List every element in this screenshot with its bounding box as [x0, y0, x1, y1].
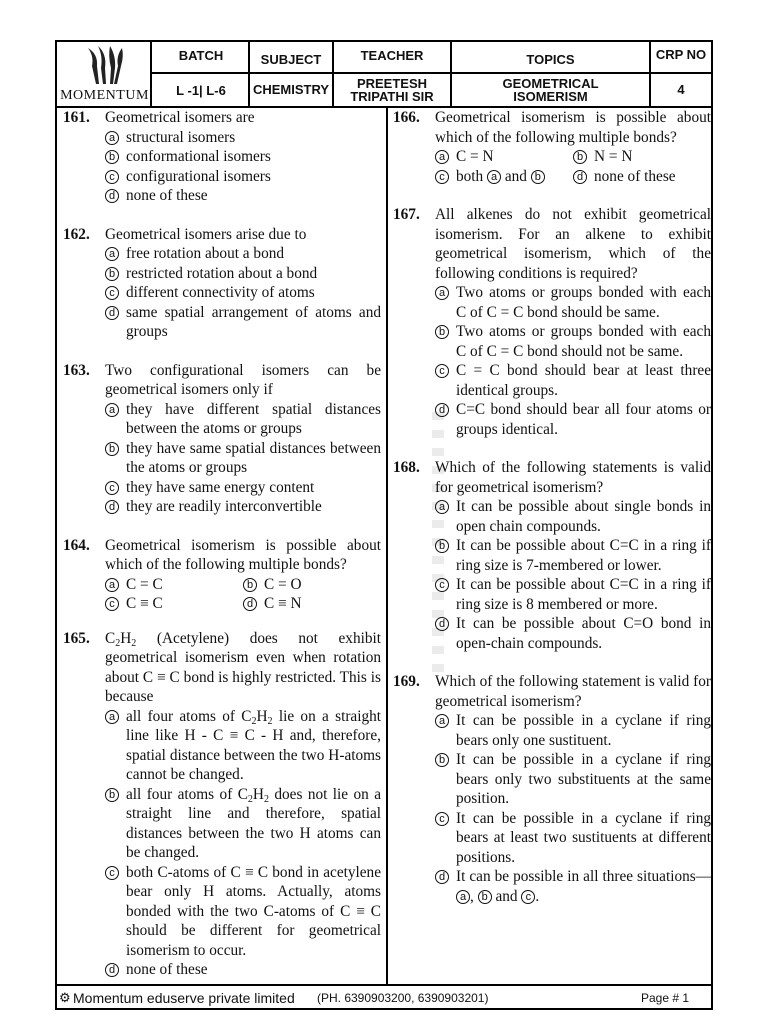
batch-header: BATCH: [178, 47, 224, 63]
question-165: 165. $C_2H_2$ (Acetylene) does not exhibit geometrical isomerism even when rotation about C ≡ C bond is highly restricted. This is because a all four atoms of $C_2H_2$ lie on a straight line like H - C ≡ C - H and, therefore, spatial distance between the two H-atoms cannot be changed. b all four atoms of $C_2H_2$ does not lie on a straight line and therefore, spatial distances between the two H atoms can be changed. c both C-atoms of C ≡ C bond in acetylene bear only H atoms. Actually, atoms bonded with the two C-atoms of C ≡ C should be different for geometrical isomerism to occur. d none of these: [63, 629, 381, 978]
question-166: 166. Geometrical isomerism is possible about which of the following multiple bonds? a C = N b N = N c both a and b d none of these: [393, 109, 711, 185]
footer: [57, 986, 711, 1010]
option-b-icon: b: [105, 150, 119, 164]
topics-header: TOPICS: [526, 51, 575, 67]
right-column: [393, 108, 711, 906]
topics-value: GEOMETRICAL ISOMERISM: [502, 76, 599, 104]
batch-value: L -1| L-6: [176, 82, 226, 98]
option-c-icon: c: [105, 170, 119, 184]
header-table: [57, 42, 711, 106]
question-169: 169. Which of the following statement is valid for geometrical isomerism? a It can be possible in a cyclane if ring bears only one sustituent. b It can be possible in a cyclane if ring bears only two substituents at the same position. c It can be possible in a cyclane if ring bears at least two sustituents at different positions. d It can be possible in all three situations—a , b and c .: [393, 673, 711, 905]
question-168: 168. Which of the following statements is valid for geometrical isomerism? a It can be possible about single bonds in open chain compounds. b It can be possible about C=C in a ring if ring size is 7-membered or lower. c It can be possible about C=C in a ring if ring size is 8 membered or more. d It can be possible about C=O bond in open-chain compounds.: [393, 459, 711, 652]
teacher-value: PREETESH TRIPATHI SIR: [350, 76, 434, 104]
subject-header: SUBJECT: [260, 51, 322, 67]
question-163: 163. Two configurational isomers can be geometrical isomers only if a they have different spatial distances between the atoms or groups b they have same spatial distances between the atoms or groups c they have same energy content d they are readily interconvertible: [63, 361, 381, 515]
crp-header: CRP NO: [655, 46, 707, 62]
subject-value: CHEMISTRY: [252, 81, 330, 97]
question-161: 161. Geometrical isomers are a structural isomers b conformational isomers c configurational isomers d none of these: [63, 109, 271, 204]
momentum-logo-icon: [84, 46, 126, 86]
footer-company: Momentum eduserve private limited: [73, 990, 295, 1006]
option-d-icon: d: [105, 189, 119, 203]
left-column: [63, 108, 381, 980]
worksheet-page: [55, 40, 713, 1010]
logo: [57, 42, 152, 106]
page-number: Page # 1: [641, 991, 690, 1005]
gear-icon: ⚙: [59, 990, 71, 1005]
question-167: 167. All alkenes do not exhibit geometrical isomerism. For an alkene to exhibit geometrical isomerism, which of the following conditions is required? a Two atoms or groups bonded with each C of C = C bond should be same. b Two atoms or groups bonded with each C of C = C bond should not be same. c C = C bond should bear at least three identical groups. d C=C bond should bear all four atoms or groups identical.: [393, 206, 711, 438]
teacher-header: TEACHER: [360, 47, 424, 63]
question-164: 164. Geometrical isomerism is possible about which of the following multiple bonds? a C = C b C = O c C ≡ C d C ≡ N: [63, 536, 381, 612]
logo-text: MOMENTUM: [60, 88, 149, 103]
footer-phone: (PH. 6390903200, 6390903201): [317, 991, 489, 1005]
crp-value: 4: [677, 81, 685, 97]
option-a-icon: a: [105, 131, 119, 145]
question-162: 162. Geometrical isomers arise due to a free rotation about a bond b restricted rotation about a bond c different connectivity of atoms d same spatial arrangement of atoms and groups: [63, 225, 381, 340]
